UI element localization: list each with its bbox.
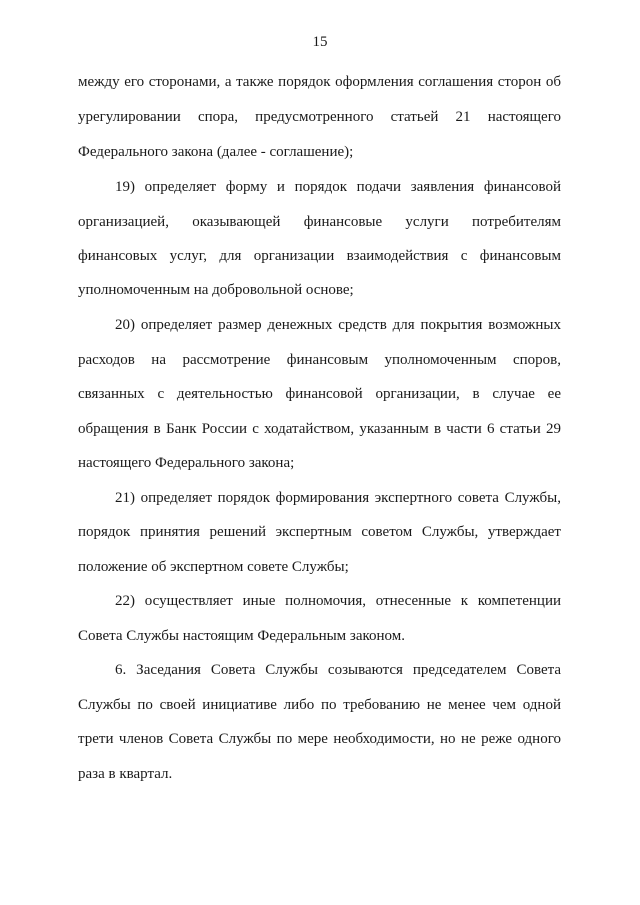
text-line: урегулировании спора, предусмотренного статьей 21 настоящего	[78, 109, 561, 125]
text-line: порядок принятия решений экспертным советом Службы, утверждает	[78, 524, 561, 540]
text-line: связанных с деятельностью финансовой организации, в случае ее	[78, 386, 561, 402]
text-line: трети членов Совета Службы по мере необходимости, но не реже одного	[78, 731, 561, 747]
text-line: Федерального закона (далее - соглашение);	[78, 144, 354, 160]
text-line: настоящего Федерального закона;	[78, 455, 295, 471]
text-line: 22) осуществляет иные полномочия, отнесенные к компетенции	[115, 593, 561, 609]
text-line: раза в квартал.	[78, 766, 173, 782]
text-line: обращения в Банк России с ходатайством, указанным в части 6 статьи 29	[78, 421, 561, 437]
text-line: 6. Заседания Совета Службы созываются председателем Совета	[115, 662, 561, 678]
text-line: Совета Службы настоящим Федеральным законом.	[78, 628, 406, 644]
text-line: уполномоченным на добровольной основе;	[78, 282, 354, 298]
text-line: организацией, оказывающей финансовые услуги потребителям	[78, 214, 561, 230]
text-line: между его сторонами, а также порядок оформления соглашения сторон об	[78, 74, 561, 90]
text-line: положение об экспертном совете Службы;	[78, 559, 349, 575]
text-line: Службы по своей инициативе либо по требованию не менее чем одной	[78, 697, 561, 713]
text-line: расходов на рассмотрение финансовым уполномоченным споров,	[78, 352, 561, 368]
text-line: 21) определяет порядок формирования экспертного совета Службы,	[115, 490, 561, 506]
text-line: 20) определяет размер денежных средств для покрытия возможных	[115, 317, 561, 333]
page-number: 15	[312, 34, 328, 50]
text-line: 19) определяет форму и порядок подачи заявления финансовой	[115, 179, 561, 195]
text-line: финансовых услуг, для организации взаимодействия с финансовым	[78, 248, 561, 264]
